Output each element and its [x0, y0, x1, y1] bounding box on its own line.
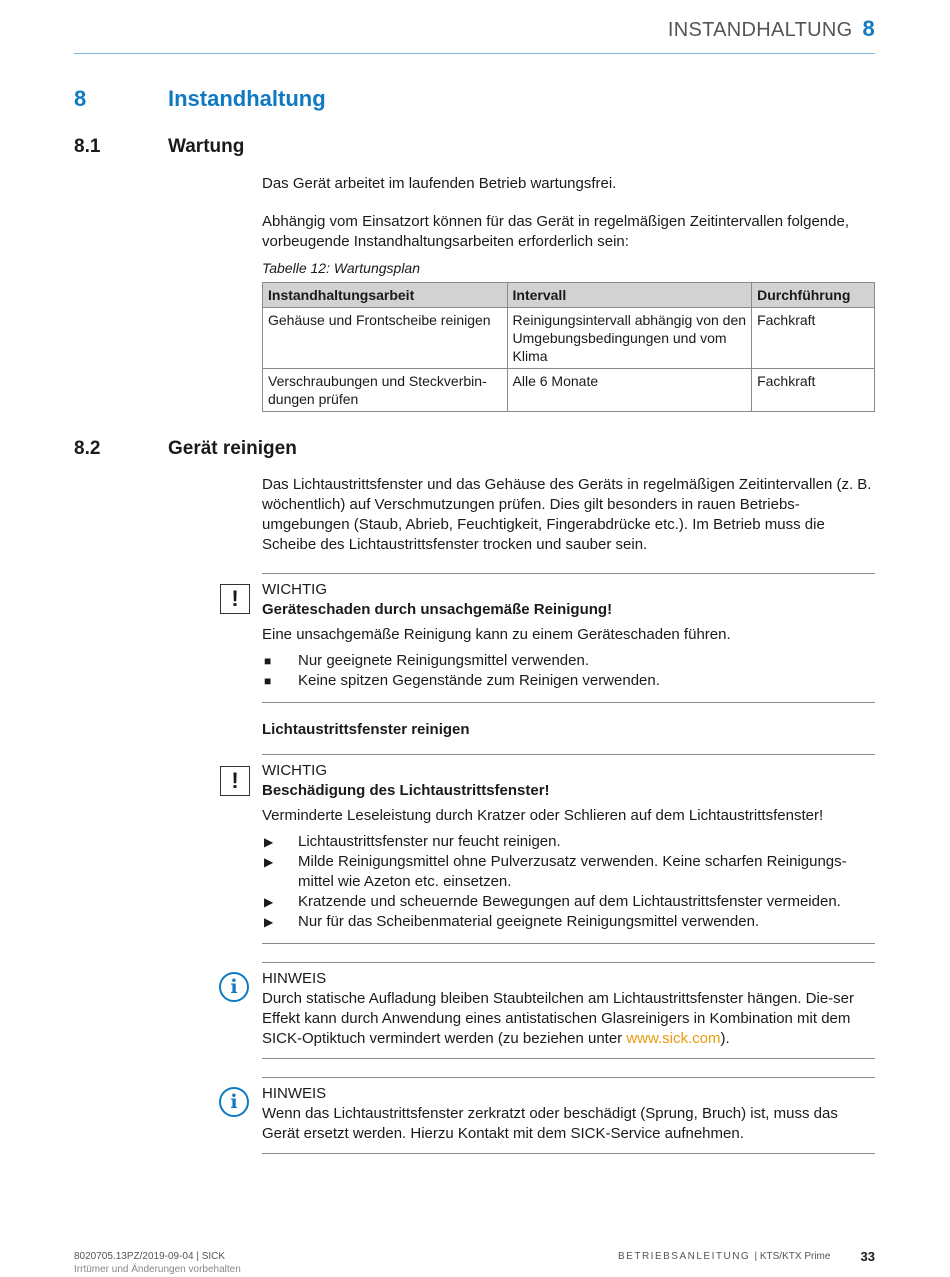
- triangle-right-icon: ▶: [264, 835, 274, 849]
- list-item-text: Keine spitzen Gegenstände zum Reinigen verwenden.: [298, 672, 660, 689]
- notice-label: HINWEIS: [262, 970, 327, 987]
- section-heading-reinigen: [74, 438, 297, 460]
- footer-product: | KTS/KTX Prime: [754, 1251, 831, 1262]
- table-header-cell: Intervall: [507, 283, 752, 308]
- notice-text-part: Durch statische Aufladung bleiben Staubteilchen am Lichtaustrittsfenster hängen. Die-ser Effekt kann durch Anwendung eines antistatischen Glasreinigers in Kombination mit dem SICK-Optiktuch vermindert werden (zu beziehen unter: [262, 990, 855, 1047]
- footer-disclaimer: Irrtümer und Änderungen vorbehalten: [74, 1264, 241, 1275]
- header-divider: [74, 53, 875, 54]
- section-heading-wartung: [74, 136, 245, 158]
- exclamation-box-icon: !: [220, 766, 250, 796]
- table-caption: Tabelle 12: Wartungsplan: [262, 260, 420, 276]
- table-header-cell: Instandhaltungsarbeit: [263, 283, 508, 308]
- list-item: [262, 671, 875, 691]
- table-cell: Fachkraft: [752, 308, 875, 369]
- footer-doc-info: [74, 1250, 241, 1276]
- footer-doc-id: 8020705.13PZ/2019-09-04 | SICK: [74, 1251, 226, 1262]
- running-header-number: 8: [862, 16, 875, 41]
- notice-list: [262, 651, 875, 691]
- section-title: Wartung: [168, 136, 245, 157]
- table-cell: Verschraubungen und Steckverbin-dungen prüfen: [263, 369, 508, 412]
- notice-list: [262, 832, 875, 932]
- triangle-right-icon: ▶: [264, 915, 274, 929]
- sick-website-link[interactable]: www.sick.com: [626, 1030, 721, 1047]
- table-row: [263, 369, 875, 412]
- info-notice: [262, 1077, 875, 1154]
- notice-label: WICHTIG: [262, 762, 327, 779]
- table-header-row: [263, 283, 875, 308]
- square-bullet-icon: ■: [264, 674, 272, 688]
- list-item: [262, 892, 875, 912]
- paragraph: Das Lichtaustrittsfenster und das Gehäuse des Geräts in regelmäßigen Zeitintervallen (z. B. wöchentlich) auf Verschmutzungen prüfen. Dies gilt besonders in rauen Betriebs-umgebungen (Staub, Abrieb, Feuchtigkeit, Fingerabdrücke etc.). Im Betrieb muss die Scheibe des Lichtaustrittsfenster trocken und sauber sein.: [262, 476, 872, 553]
- notice-label: HINWEIS: [262, 1085, 327, 1102]
- table-cell: Fachkraft: [752, 369, 875, 412]
- list-item: [262, 852, 875, 892]
- list-item-text: Nur für das Scheibenmaterial geeignete Reinigungsmittel verwenden.: [298, 913, 760, 930]
- triangle-right-icon: ▶: [264, 895, 274, 909]
- list-item: [262, 651, 875, 671]
- notice-text: Wenn das Lichtaustrittsfenster zerkratzt oder beschädigt (Sprung, Bruch) ist, muss das Gerät ersetzt werden. Hierzu Kontakt mit dem SICK-Service aufnehmen.: [262, 1105, 838, 1142]
- list-item-text: Kratzende und scheuernde Bewegungen auf dem Lichtaustrittsfenster vermeiden.: [298, 893, 841, 910]
- notice-subtitle: Geräteschaden durch unsachgemäße Reinigung!: [262, 601, 613, 618]
- notice-subtitle: Beschädigung des Lichtaustrittsfenster!: [262, 782, 550, 799]
- exclamation-box-icon: !: [220, 584, 250, 614]
- running-header-title: INSTANDHALTUNG: [667, 19, 853, 41]
- warning-notice: [262, 573, 875, 703]
- notice-label: WICHTIG: [262, 581, 327, 598]
- footer-doc-type-label: BETRIEBSANLEITUNG: [618, 1251, 751, 1262]
- subheading: Lichtaustrittsfenster reinigen: [262, 721, 470, 738]
- list-item: [262, 832, 875, 852]
- list-item-text: Lichtaustrittsfenster nur feucht reinigen.: [298, 833, 561, 850]
- section-number: 8.1: [74, 136, 101, 157]
- paragraph: Das Gerät arbeitet im laufenden Betrieb wartungsfrei.: [262, 175, 617, 192]
- square-bullet-icon: ■: [264, 654, 272, 668]
- notice-description: Verminderte Leseleistung durch Kratzer oder Schlieren auf dem Lichtaustrittsfenster!: [262, 807, 824, 824]
- table-cell: Alle 6 Monate: [507, 369, 752, 412]
- table-header-cell: Durchführung: [752, 283, 875, 308]
- section-title: Gerät reinigen: [168, 438, 297, 459]
- list-item-text: Milde Reinigungsmittel ohne Pulverzusatz verwenden. Keine scharfen Reinigungs-mittel wie Azeton etc. einsetzen.: [298, 853, 847, 890]
- warning-notice: [262, 754, 875, 944]
- notice-text: [262, 989, 875, 1049]
- info-notice: [262, 962, 875, 1059]
- notice-description: Eine unsachgemäße Reinigung kann zu einem Geräteschaden führen.: [262, 626, 731, 643]
- info-circle-icon: i: [219, 972, 249, 1002]
- notice-text-part: ).: [720, 1030, 730, 1047]
- table-cell: Gehäuse und Frontscheibe reinigen: [263, 308, 508, 369]
- list-item-text: Nur geeignete Reinigungsmittel verwenden.: [298, 652, 590, 669]
- table-cell: Reinigungsintervall abhängig von den Umgebungsbedingungen und vom Klima: [507, 308, 752, 369]
- section-number: 8.2: [74, 438, 101, 459]
- paragraph: Abhängig vom Einsatzort können für das Gerät in regelmäßigen Zeitintervallen folgende, vorbeugende Instandhaltungsarbeiten erforderlich sein:: [262, 213, 849, 250]
- chapter-number: 8: [74, 86, 87, 111]
- footer-doc-type: [618, 1251, 830, 1262]
- page-number: 33: [860, 1249, 875, 1264]
- chapter-title: Instandhaltung: [168, 86, 326, 111]
- triangle-right-icon: ▶: [264, 855, 274, 869]
- info-circle-icon: i: [219, 1087, 249, 1117]
- chapter-heading: [74, 86, 326, 112]
- maintenance-table: [262, 282, 875, 412]
- list-item: [262, 912, 875, 932]
- running-header: [668, 16, 875, 42]
- table-row: [263, 308, 875, 369]
